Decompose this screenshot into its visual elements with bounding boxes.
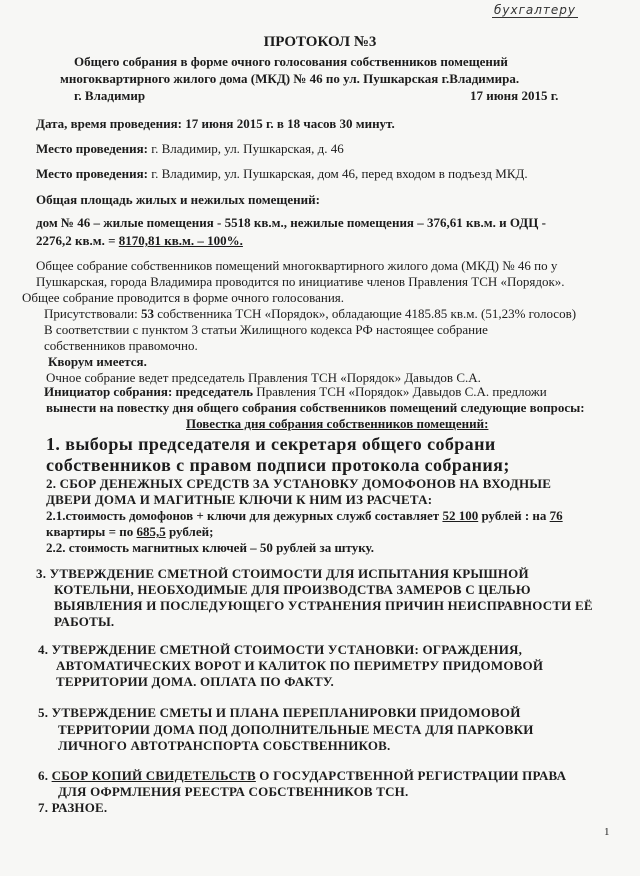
item-2-1-line-2-suffix: рублей; (165, 524, 214, 539)
item-6-line-1 (38, 768, 566, 784)
item-1-line-2: собственников с правом подписи протокола собрания; (46, 455, 510, 475)
agenda-heading: Повестка дня собрания собственников помещений: (186, 416, 489, 431)
document-title: ПРОТОКОЛ №3 (263, 34, 377, 50)
datetime-label: Дата, время проведения: (36, 116, 183, 131)
item-5-line-2: ТЕРРИТОРИИ ДОМА ПОД ДОПОЛНИТЕЛЬНЫЕ МЕСТА ДЛЯ ПАРКОВКИ (58, 722, 534, 737)
item-6-rest: О ГОСУДАРСТВЕННОЙ РЕГИСТРАЦИИ ПРАВА (255, 768, 567, 783)
item-7: 7. РАЗНОЕ. (38, 800, 108, 815)
item-4-line-2: АВТОМАТИЧЕСКИХ ВОРОТ И КАЛИТОК ПО ПЕРИМЕТРУ ПРИДОМОВОЙ (56, 658, 544, 673)
paragraph-1-line-2: Пушкарская, города Владимира проводится по инициативе членов Правления ТСН «Порядок». (36, 274, 565, 289)
datetime-value: 17 июня 2015 г. в 18 часов 30 минут. (185, 116, 395, 131)
item-5-line-3: ЛИЧНОГО АВТОТРАНСПОРТА СОБСТВЕННИКОВ. (58, 738, 391, 753)
item-2-line-1: 2. СБОР ДЕНЕЖНЫХ СРЕДСТВ ЗА УСТАНОВКУ ДОМОФОНОВ НА ВХОДНЫЕ (46, 476, 552, 491)
place-label-1: Место проведения: (36, 141, 148, 156)
area-line-2-prefix: 2276,2 кв.м. = (36, 233, 119, 248)
item-2-1-mid: рублей : на (478, 508, 550, 523)
paragraph-1-line-1: Общее собрание собственников помещений многоквартирного жилого дома (МКД) № 46 по у (36, 258, 558, 273)
item-2-1-apartments: 76 (549, 508, 563, 523)
item-5-line-1: 5. УТВЕРЖДЕНИЕ СМЕТЫ И ПЛАНА ПЕРЕПЛАНИРОВКИ ПРИДОМОВОЙ (38, 705, 521, 720)
item-3-line-3: ВЫЯВЛЕНИЯ И ПОСЛЕДУЮЩЕГО УСТРАНЕНИЯ ПРИЧИН НЕИСПРАВНОСТИ ЕЁ (54, 598, 593, 613)
subtitle-line-1: Общего собрания в форме очного голосования собственников помещений (74, 54, 508, 69)
initiator-label: Инициатор собрания: председатель (44, 384, 254, 399)
handwritten-note: бухгалтеру (494, 3, 577, 17)
present-count: 53 (140, 306, 154, 321)
item-4-line-3: ТЕРРИТОРИИ ДОМА. ОПЛАТА ПО ФАКТУ. (56, 674, 334, 689)
page-number: 1 (604, 826, 610, 838)
area-line-1: дом № 46 – жилые помещения - 5518 кв.м., нежилые помещения – 376,61 кв.м. и ОДЦ - (36, 215, 546, 230)
item-3-line-1: 3. УТВЕРЖДЕНИЕ СМЕТНОЙ СТОИМОСТИ ДЛЯ ИСПЫТАНИЯ КРЫШНОЙ (36, 566, 529, 581)
document-date: 17 июня 2015 г. (470, 88, 559, 103)
present-detail: собственника ТСН «Порядок», обладающие 4185.85 кв.м. (51,23% голосов) (153, 306, 577, 321)
initiator-text: Правления ТСН «Порядок» Давыдов С.А. предложи (253, 384, 547, 399)
present-label: Присутствовали: (44, 306, 141, 321)
item-3-line-2: КОТЕЛЬНИ, НЕОБХОДИМЫЕ ДЛЯ ПРОИЗВОДСТВА ЗАМЕРОВ С ЦЕЛЬЮ (54, 582, 531, 597)
quorum: Кворум имеется. (48, 354, 147, 369)
place-row-1 (36, 141, 344, 157)
place-value-2: г. Владимир, ул. Пушкарская, дом 46, перед входом в подъезд МКД. (151, 166, 528, 181)
area-heading: Общая площадь жилых и нежилых помещений: (36, 192, 320, 207)
item-6-line-2: ДЛЯ ОФРМЛЕНИЯ РЕЕСТРА СОБСТВЕННИКОВ ТСН. (58, 784, 409, 799)
area-total: 8170,81 кв.м. – 100%. (118, 233, 243, 248)
place-value-1: г. Владимир, ул. Пушкарская, д. 46 (151, 141, 344, 156)
item-2-1-text: 2.1.стоимость домофонов + ключи для дежурных служб составляет (46, 508, 443, 523)
item-2-1-per-apartment: 685,5 (136, 524, 166, 539)
item-3-line-4: РАБОТЫ. (54, 614, 115, 629)
item-1-line-1: 1. выборы председателя и секретаря общего собрани (46, 434, 496, 454)
agenda-intro: вынести на повестку дня общего собрания собственников помещений следующие вопросы: (46, 400, 585, 415)
subtitle-line-2: многоквартирного жилого дома (МКД) № 46 по ул. Пушкарская г.Владимира. (60, 71, 520, 86)
present-row (44, 306, 576, 322)
item-2-2: 2.2. стоимость магнитных ключей – 50 рублей за штуку. (46, 540, 374, 555)
initiator-row (44, 384, 547, 400)
item-2-line-2: ДВЕРИ ДОМА И МАГИТНЫЕ КЛЮЧИ К НИМ ИЗ РАСЧЕТА: (46, 492, 433, 507)
item-2-1-line-2 (46, 524, 213, 540)
law-line-1: В соответствии с пунктом 3 статьи Жилищного кодекса РФ настоящее собрание (44, 322, 488, 337)
law-line-2: собственников правомочно. (44, 338, 198, 353)
place-label-2: Место проведения: (36, 166, 148, 181)
chair-line: Очное собрание ведет председатель Правления ТСН «Порядок» Давыдов С.А. (46, 370, 481, 385)
item-4-line-1: 4. УТВЕРЖДЕНИЕ СМЕТНОЙ СТОИМОСТИ УСТАНОВКИ: ОГРАЖДЕНИЯ, (38, 642, 523, 657)
place-row-2 (36, 166, 528, 182)
item-2-1-line-1 (46, 508, 563, 524)
datetime-row (36, 116, 395, 132)
item-2-1-cost: 52 100 (442, 508, 479, 523)
area-line-2 (36, 233, 243, 249)
city: г. Владимир (74, 88, 146, 103)
item-6-underlined: СБОР КОПИЙ СВИДЕТЕЛЬСТВ (51, 768, 256, 783)
item-2-1-line-2-prefix: квартиры = по (46, 524, 137, 539)
paragraph-2: Общее собрание проводится в форме очного голосования. (22, 290, 345, 305)
item-6-number: 6. (38, 768, 52, 783)
